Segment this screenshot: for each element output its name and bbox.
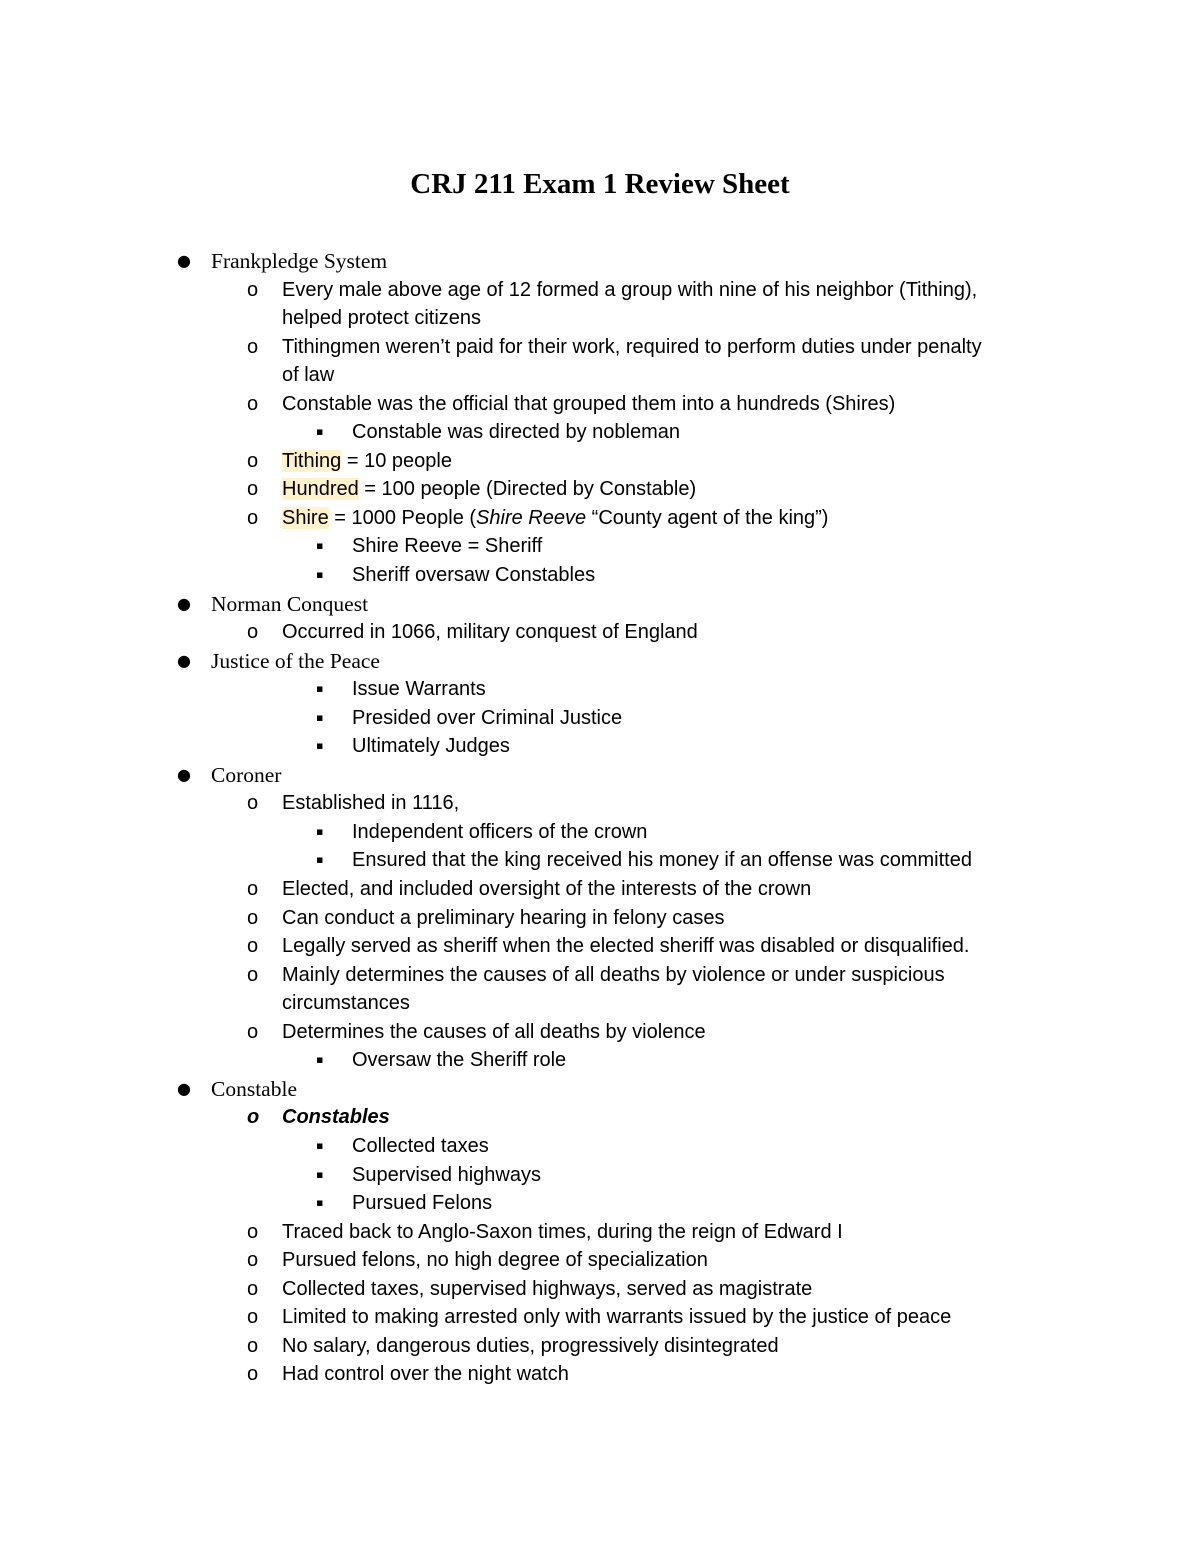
list-item-text: Issue Warrants [352,678,486,701]
bullet-icon: ● [177,251,191,270]
circle-bullet-icon: o [247,878,259,901]
list-item-text: Presided over Criminal Justice [352,706,623,729]
list-item-continuation [0,304,1200,333]
list-item-text: Legally served as sheriff when the elected sheriff was disabled or disqualified. [282,935,970,958]
list-item [0,1189,1200,1218]
list-item-text: helped protect citizens [282,307,482,330]
list-item [0,932,1200,961]
list-item-text: Tithingmen weren’t paid for their work, required to perform duties under penalty [282,335,982,358]
section-heading-norman-conquest: Norman Conquest [211,591,369,616]
list-item [0,475,1200,504]
list-item-text: Supervised highways [352,1163,541,1186]
list-item-text: Constable was directed by nobleman [352,421,680,444]
section-heading-constable: Constable [211,1076,297,1101]
square-bullet-icon: ▪ [316,853,324,867]
list-item [0,818,1200,847]
square-bullet-icon: ▪ [316,824,324,838]
list-item [0,647,1200,676]
list-item [0,590,1200,619]
circle-bullet-icon: o [247,506,259,529]
circle-bullet-icon: o [247,1249,259,1272]
circle-bullet-icon: o [247,1020,259,1043]
section-heading-coroner: Coroner [211,762,282,787]
circle-bullet-icon: o [247,1220,259,1243]
list-item-text: Elected, and included oversight of the interests of the crown [282,878,812,901]
list-item-text: Established in 1116, [282,792,460,815]
highlighted-term: Hundred [282,478,359,501]
list-item-text: Collected taxes [352,1134,489,1157]
list-item-text: Pursued Felons [352,1192,493,1215]
review-outline [0,247,1200,1389]
page-title: CRJ 211 Exam 1 Review Sheet [410,168,790,200]
circle-bullet-icon: o [247,906,259,929]
bullet-icon: ● [177,593,191,613]
list-item [0,1275,1200,1304]
highlighted-term: Shire [282,506,329,529]
list-item-text: Had control over the night watch [282,1363,569,1386]
list-item-text: Shire Reeve = Sheriff [352,535,543,558]
square-bullet-icon: ▪ [316,682,324,696]
circle-bullet-icon: o [247,392,259,415]
list-item [0,418,1200,447]
list-item [0,532,1200,561]
list-item-text: Mainly determines the causes of all deaths by violence or under suspicious [282,963,945,986]
section-heading-frankpledge: Frankpledge System [211,249,388,273]
list-item [0,618,1200,647]
list-item [0,846,1200,875]
square-bullet-icon: ▪ [316,1167,324,1181]
list-item-text: Pursued felons, no high degree of specialization [282,1249,708,1272]
list-item-text: Oversaw the Sheriff role [352,1049,567,1072]
list-item-text: Occurred in 1066, military conquest of England [282,621,698,644]
term-definition: = 10 people [341,449,452,472]
list-item-text: Ultimately Judges [352,735,510,758]
list-item [0,390,1200,419]
circle-bullet-icon: o [247,1334,259,1357]
list-item [0,875,1200,904]
circle-bullet-icon: o [247,1363,259,1386]
list-item [0,1360,1200,1389]
list-item-text: Constable was the official that grouped them into a hundreds (Shires) [282,392,896,415]
section-heading-justice-of-the-peace: Justice of the Peace [211,648,380,673]
list-item-continuation [0,989,1200,1018]
square-bullet-icon: ▪ [316,539,324,553]
square-bullet-icon: ▪ [316,1196,324,1210]
bullet-icon: ● [177,764,191,784]
list-item [0,276,1200,305]
term-definition: = 1000 People ( [328,506,477,529]
italic-term: Shire Reeve [476,506,587,529]
list-item [0,1018,1200,1047]
list-item-text [282,504,828,533]
list-item [0,1046,1200,1075]
list-item [0,1103,1200,1132]
term-definition: = 100 people (Directed by Constable) [358,478,697,501]
list-item-text: Independent officers of the crown [352,820,648,843]
circle-bullet-icon: o [247,792,259,815]
list-item-text: circumstances [282,992,410,1015]
list-item [0,904,1200,933]
bullet-icon: ● [177,1078,191,1098]
circle-bullet-icon: o [247,1106,260,1129]
list-item [0,789,1200,818]
list-item [0,333,1200,362]
circle-bullet-icon: o [247,449,259,472]
list-item [0,1246,1200,1275]
list-item [0,1332,1200,1361]
term-definition: “County agent of the king”) [586,506,829,529]
list-item [0,561,1200,590]
list-item [0,247,1200,276]
list-item [0,1161,1200,1190]
circle-bullet-icon: o [247,278,259,301]
list-item [0,447,1200,476]
list-item-text: Sheriff oversaw Constables [352,564,596,587]
subheading-constables: Constables [282,1106,390,1129]
highlighted-term: Tithing [282,449,342,472]
square-bullet-icon: ▪ [316,1138,324,1152]
square-bullet-icon: ▪ [316,739,324,753]
square-bullet-icon: ▪ [316,1053,324,1067]
list-item [0,961,1200,990]
list-item [0,1303,1200,1332]
list-item-text: Can conduct a preliminary hearing in felony cases [282,906,725,929]
list-item-text: Collected taxes, supervised highways, served as magistrate [282,1277,813,1300]
list-item [0,1132,1200,1161]
list-item-text: Determines the causes of all deaths by violence [282,1020,706,1043]
list-item [0,675,1200,704]
square-bullet-icon: ▪ [316,710,324,724]
list-item [0,761,1200,790]
square-bullet-icon: ▪ [316,568,324,582]
circle-bullet-icon: o [247,963,259,986]
list-item [0,704,1200,733]
circle-bullet-icon: o [247,1277,259,1300]
list-item-text: No salary, dangerous duties, progressively disintegrated [282,1334,779,1357]
list-item [0,1075,1200,1104]
list-item-text [282,447,452,476]
list-item-text: of law [282,364,335,387]
list-item [0,504,1200,533]
list-item-text: Ensured that the king received his money if an offense was committed [352,849,972,872]
circle-bullet-icon: o [247,935,259,958]
circle-bullet-icon: o [247,478,259,501]
list-item [0,1218,1200,1247]
circle-bullet-icon: o [247,1306,259,1329]
list-item [0,732,1200,761]
circle-bullet-icon: o [247,335,259,358]
list-item-continuation [0,361,1200,390]
square-bullet-icon: ▪ [316,425,324,439]
circle-bullet-icon: o [247,621,259,644]
list-item-text [282,475,696,504]
list-item-text: Every male above age of 12 formed a group with nine of his neighbor (Tithing), [282,278,978,301]
list-item-text: Limited to making arrested only with warrants issued by the justice of peace [282,1306,952,1329]
bullet-icon: ● [177,650,191,670]
list-item-text: Traced back to Anglo-Saxon times, during the reign of Edward I [282,1220,843,1243]
